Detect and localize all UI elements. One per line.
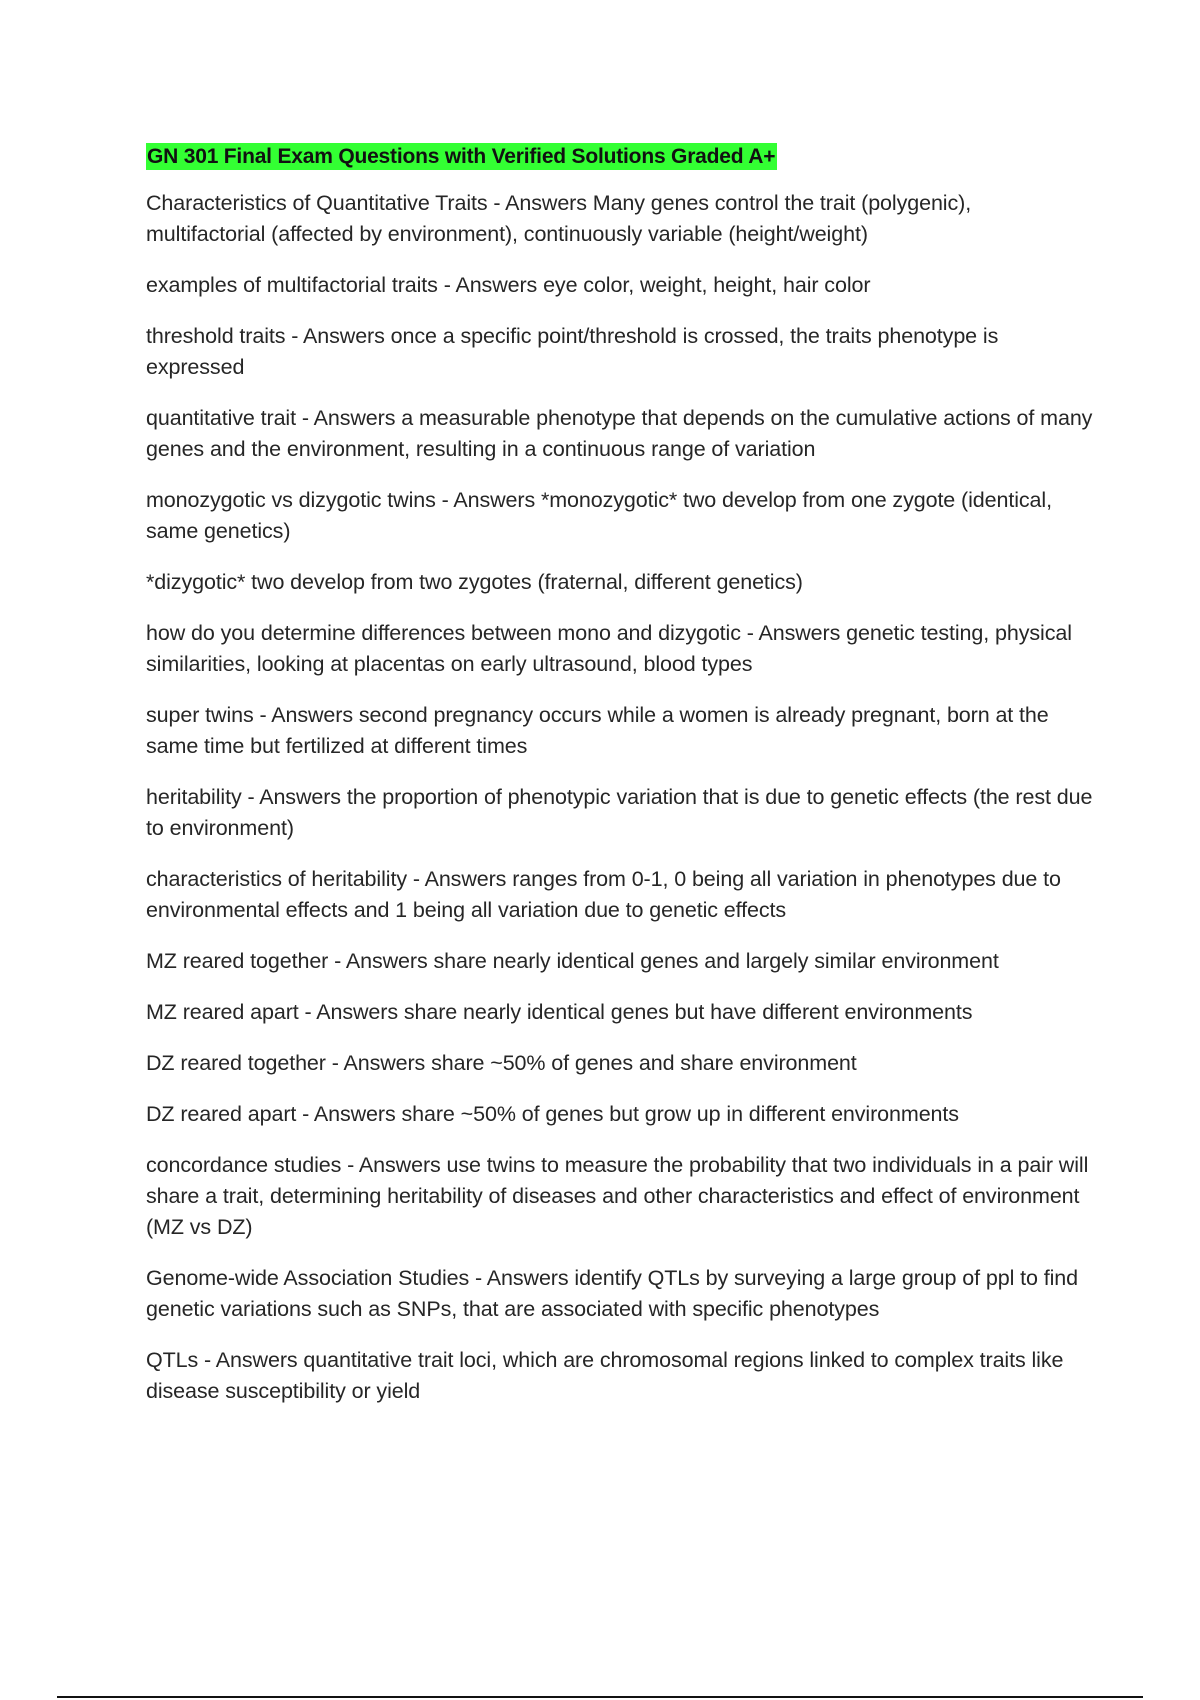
qa-paragraph-determine-differences: how do you determine differences between mono and dizygotic - Answers genetic testing, physical similarities, looking at placentas on early ultrasound, blood types (146, 621, 1072, 676)
qa-paragraph-quantitative-traits-characteristics: Characteristics of Quantitative Traits - Answers Many genes control the trait (polygenic), multifactorial (affected by environment), continuously variable (height/weight) (146, 191, 972, 246)
document-title: GN 301 Final Exam Questions with Verified Solutions Graded A+ (147, 145, 776, 168)
qa-paragraph-heritability: heritability - Answers the proportion of phenotypic variation that is due to genetic effects (the rest due to environment) (146, 785, 1093, 840)
footer-divider (57, 1696, 1143, 1698)
qa-paragraph-threshold-traits: threshold traits - Answers once a specific point/threshold is crossed, the traits phenotype is expressed (146, 324, 999, 379)
title-row (146, 143, 1096, 188)
qa-paragraph-mono-vs-dizygotic: monozygotic vs dizygotic twins - Answers *monozygotic* two develop from one zygote (identical, same genetics) (146, 488, 1052, 543)
qa-paragraph-mz-apart: MZ reared apart - Answers share nearly identical genes but have different environments (146, 1000, 973, 1024)
qa-paragraph-quantitative-trait: quantitative trait - Answers a measurable phenotype that depends on the cumulative actions of many genes and the environment, resulting in a continuous range of variation (146, 406, 1093, 461)
qa-paragraph-dizygotic: *dizygotic* two develop from two zygotes (fraternal, different genetics) (146, 570, 803, 594)
qa-paragraph-dz-apart: DZ reared apart - Answers share ~50% of genes but grow up in different environments (146, 1102, 959, 1126)
qa-paragraph-mz-together: MZ reared together - Answers share nearly identical genes and largely similar environment (146, 949, 999, 973)
qa-paragraph-heritability-characteristics: characteristics of heritability - Answers ranges from 0-1, 0 being all variation in phenotypes due to environmental effects and 1 being all variation due to genetic effects (146, 867, 1061, 922)
qa-paragraph-concordance-studies: concordance studies - Answers use twins to measure the probability that two individuals in a pair will share a trait, determining heritability of diseases and other characteristics and effect of environment (MZ vs DZ) (146, 1153, 1089, 1239)
qa-paragraph-dz-together: DZ reared together - Answers share ~50% of genes and share environment (146, 1051, 857, 1075)
document-content (146, 143, 1096, 1427)
qa-paragraph-super-twins: super twins - Answers second pregnancy occurs while a women is already pregnant, born at the same time but fertilized at different times (146, 703, 1049, 758)
qa-paragraph-multifactorial-examples: examples of multifactorial traits - Answers eye color, weight, height, hair color (146, 273, 871, 297)
qa-paragraph-gwas: Genome-wide Association Studies - Answers identify QTLs by surveying a large group of ppl to find genetic variations such as SNPs, that are associated with specific phenotypes (146, 1266, 1079, 1321)
qa-paragraph-qtls: QTLs - Answers quantitative trait loci, which are chromosomal regions linked to complex traits like disease susceptibility or yield (146, 1348, 1064, 1403)
